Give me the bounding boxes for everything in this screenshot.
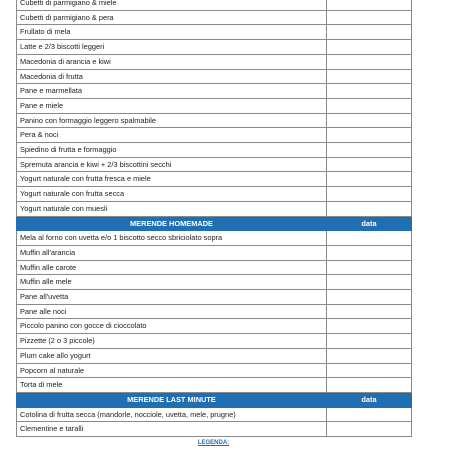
item-name: Pane all'uvetta bbox=[17, 290, 327, 305]
item-name: Spiedino di frutta e formaggio bbox=[17, 143, 327, 158]
date-cell[interactable] bbox=[327, 113, 412, 128]
table-row bbox=[17, 69, 412, 84]
item-name: Muffin alle mele bbox=[17, 275, 327, 290]
date-cell[interactable] bbox=[327, 40, 412, 55]
item-name: Panino con formaggio leggero spalmabile bbox=[17, 113, 327, 128]
item-name: Pizzette (2 o 3 piccole) bbox=[17, 334, 327, 349]
item-name: Muffin alle carote bbox=[17, 260, 327, 275]
table-row bbox=[17, 40, 412, 55]
table-row bbox=[17, 275, 412, 290]
table-row bbox=[17, 245, 412, 260]
table-row bbox=[17, 348, 412, 363]
date-cell[interactable] bbox=[327, 422, 412, 437]
item-name: Pane e marmellata bbox=[17, 84, 327, 99]
item-name: Macedonia di arancia e kiwi bbox=[17, 54, 327, 69]
item-name: Pane e miele bbox=[17, 98, 327, 113]
section-header-last-minute bbox=[17, 392, 412, 407]
section-title: MERENDE HOMEMADE bbox=[17, 216, 327, 231]
date-cell[interactable] bbox=[327, 98, 412, 113]
date-cell[interactable] bbox=[327, 128, 412, 143]
section-title: MERENDE LAST MINUTE bbox=[17, 392, 327, 407]
table-row bbox=[17, 407, 412, 422]
item-name: Cotolina di frutta secca (mandorle, nocciole, uvetta, mele, prugne) bbox=[17, 407, 327, 422]
date-column-header: data bbox=[327, 216, 412, 231]
table-row bbox=[17, 363, 412, 378]
date-cell[interactable] bbox=[327, 54, 412, 69]
item-name: Cubetti di parmigiano & pera bbox=[17, 10, 327, 25]
legend-heading: LEGENDA: bbox=[197, 440, 230, 446]
item-name: Pera & noci bbox=[17, 128, 327, 143]
table-row bbox=[17, 304, 412, 319]
date-cell[interactable] bbox=[327, 319, 412, 334]
table-row bbox=[17, 157, 412, 172]
table-row bbox=[17, 10, 412, 25]
item-name: Mela al forno con uvetta e/o 1 biscotto secco sbriciolato sopra bbox=[17, 231, 327, 246]
snack-list-sheet bbox=[16, 0, 411, 446]
table-row bbox=[17, 113, 412, 128]
table-row bbox=[17, 172, 412, 187]
date-cell[interactable] bbox=[327, 245, 412, 260]
item-name: Frullato di mela bbox=[17, 25, 327, 40]
date-cell[interactable] bbox=[327, 260, 412, 275]
date-cell[interactable] bbox=[327, 25, 412, 40]
item-name: Macedonia di frutta bbox=[17, 69, 327, 84]
item-name: Plum cake allo yogurt bbox=[17, 348, 327, 363]
date-cell[interactable] bbox=[327, 348, 412, 363]
date-cell[interactable] bbox=[327, 172, 412, 187]
date-cell[interactable] bbox=[327, 201, 412, 216]
table-row bbox=[17, 319, 412, 334]
table-row bbox=[17, 187, 412, 202]
item-name: Latte e 2/3 biscotti leggeri bbox=[17, 40, 327, 55]
date-cell[interactable] bbox=[327, 363, 412, 378]
section-header-homemade bbox=[17, 216, 412, 231]
date-cell[interactable] bbox=[327, 10, 412, 25]
date-column-header: data bbox=[327, 392, 412, 407]
date-cell[interactable] bbox=[327, 84, 412, 99]
table-row bbox=[17, 54, 412, 69]
date-cell[interactable] bbox=[327, 407, 412, 422]
date-cell[interactable] bbox=[327, 231, 412, 246]
date-cell[interactable] bbox=[327, 290, 412, 305]
table-row bbox=[17, 231, 412, 246]
table-row bbox=[17, 422, 412, 437]
date-cell[interactable] bbox=[327, 187, 412, 202]
table-row bbox=[17, 143, 412, 158]
item-name: Popcorn al naturale bbox=[17, 363, 327, 378]
item-name: Torta di mele bbox=[17, 378, 327, 393]
date-cell[interactable] bbox=[327, 275, 412, 290]
item-name: Pane alle noci bbox=[17, 304, 327, 319]
table-row bbox=[17, 128, 412, 143]
item-name: Piccolo panino con gocce di cioccolato bbox=[17, 319, 327, 334]
snack-table bbox=[16, 0, 412, 437]
date-cell[interactable] bbox=[327, 304, 412, 319]
table-row bbox=[17, 84, 412, 99]
date-cell[interactable] bbox=[327, 334, 412, 349]
date-cell[interactable] bbox=[327, 69, 412, 84]
item-name: Yogurt naturale con muesli bbox=[17, 201, 327, 216]
date-cell[interactable] bbox=[327, 0, 412, 10]
item-name: Cubetti di parmigiano & miele bbox=[17, 0, 327, 10]
item-name: Yogurt naturale con frutta secca bbox=[17, 187, 327, 202]
table-row bbox=[17, 260, 412, 275]
item-name: Spremuta arancia e kiwi + 2/3 biscottini secchi bbox=[17, 157, 327, 172]
table-row bbox=[17, 334, 412, 349]
table-row bbox=[17, 0, 412, 10]
date-cell[interactable] bbox=[327, 378, 412, 393]
table-row bbox=[17, 378, 412, 393]
table-row bbox=[17, 98, 412, 113]
table-row bbox=[17, 290, 412, 305]
item-name: Muffin all'arancia bbox=[17, 245, 327, 260]
date-cell[interactable] bbox=[327, 143, 412, 158]
table-row bbox=[17, 201, 412, 216]
table-row bbox=[17, 25, 412, 40]
date-cell[interactable] bbox=[327, 157, 412, 172]
item-name: Clementine e taralli bbox=[17, 422, 327, 437]
item-name: Yogurt naturale con frutta fresca e miele bbox=[17, 172, 327, 187]
